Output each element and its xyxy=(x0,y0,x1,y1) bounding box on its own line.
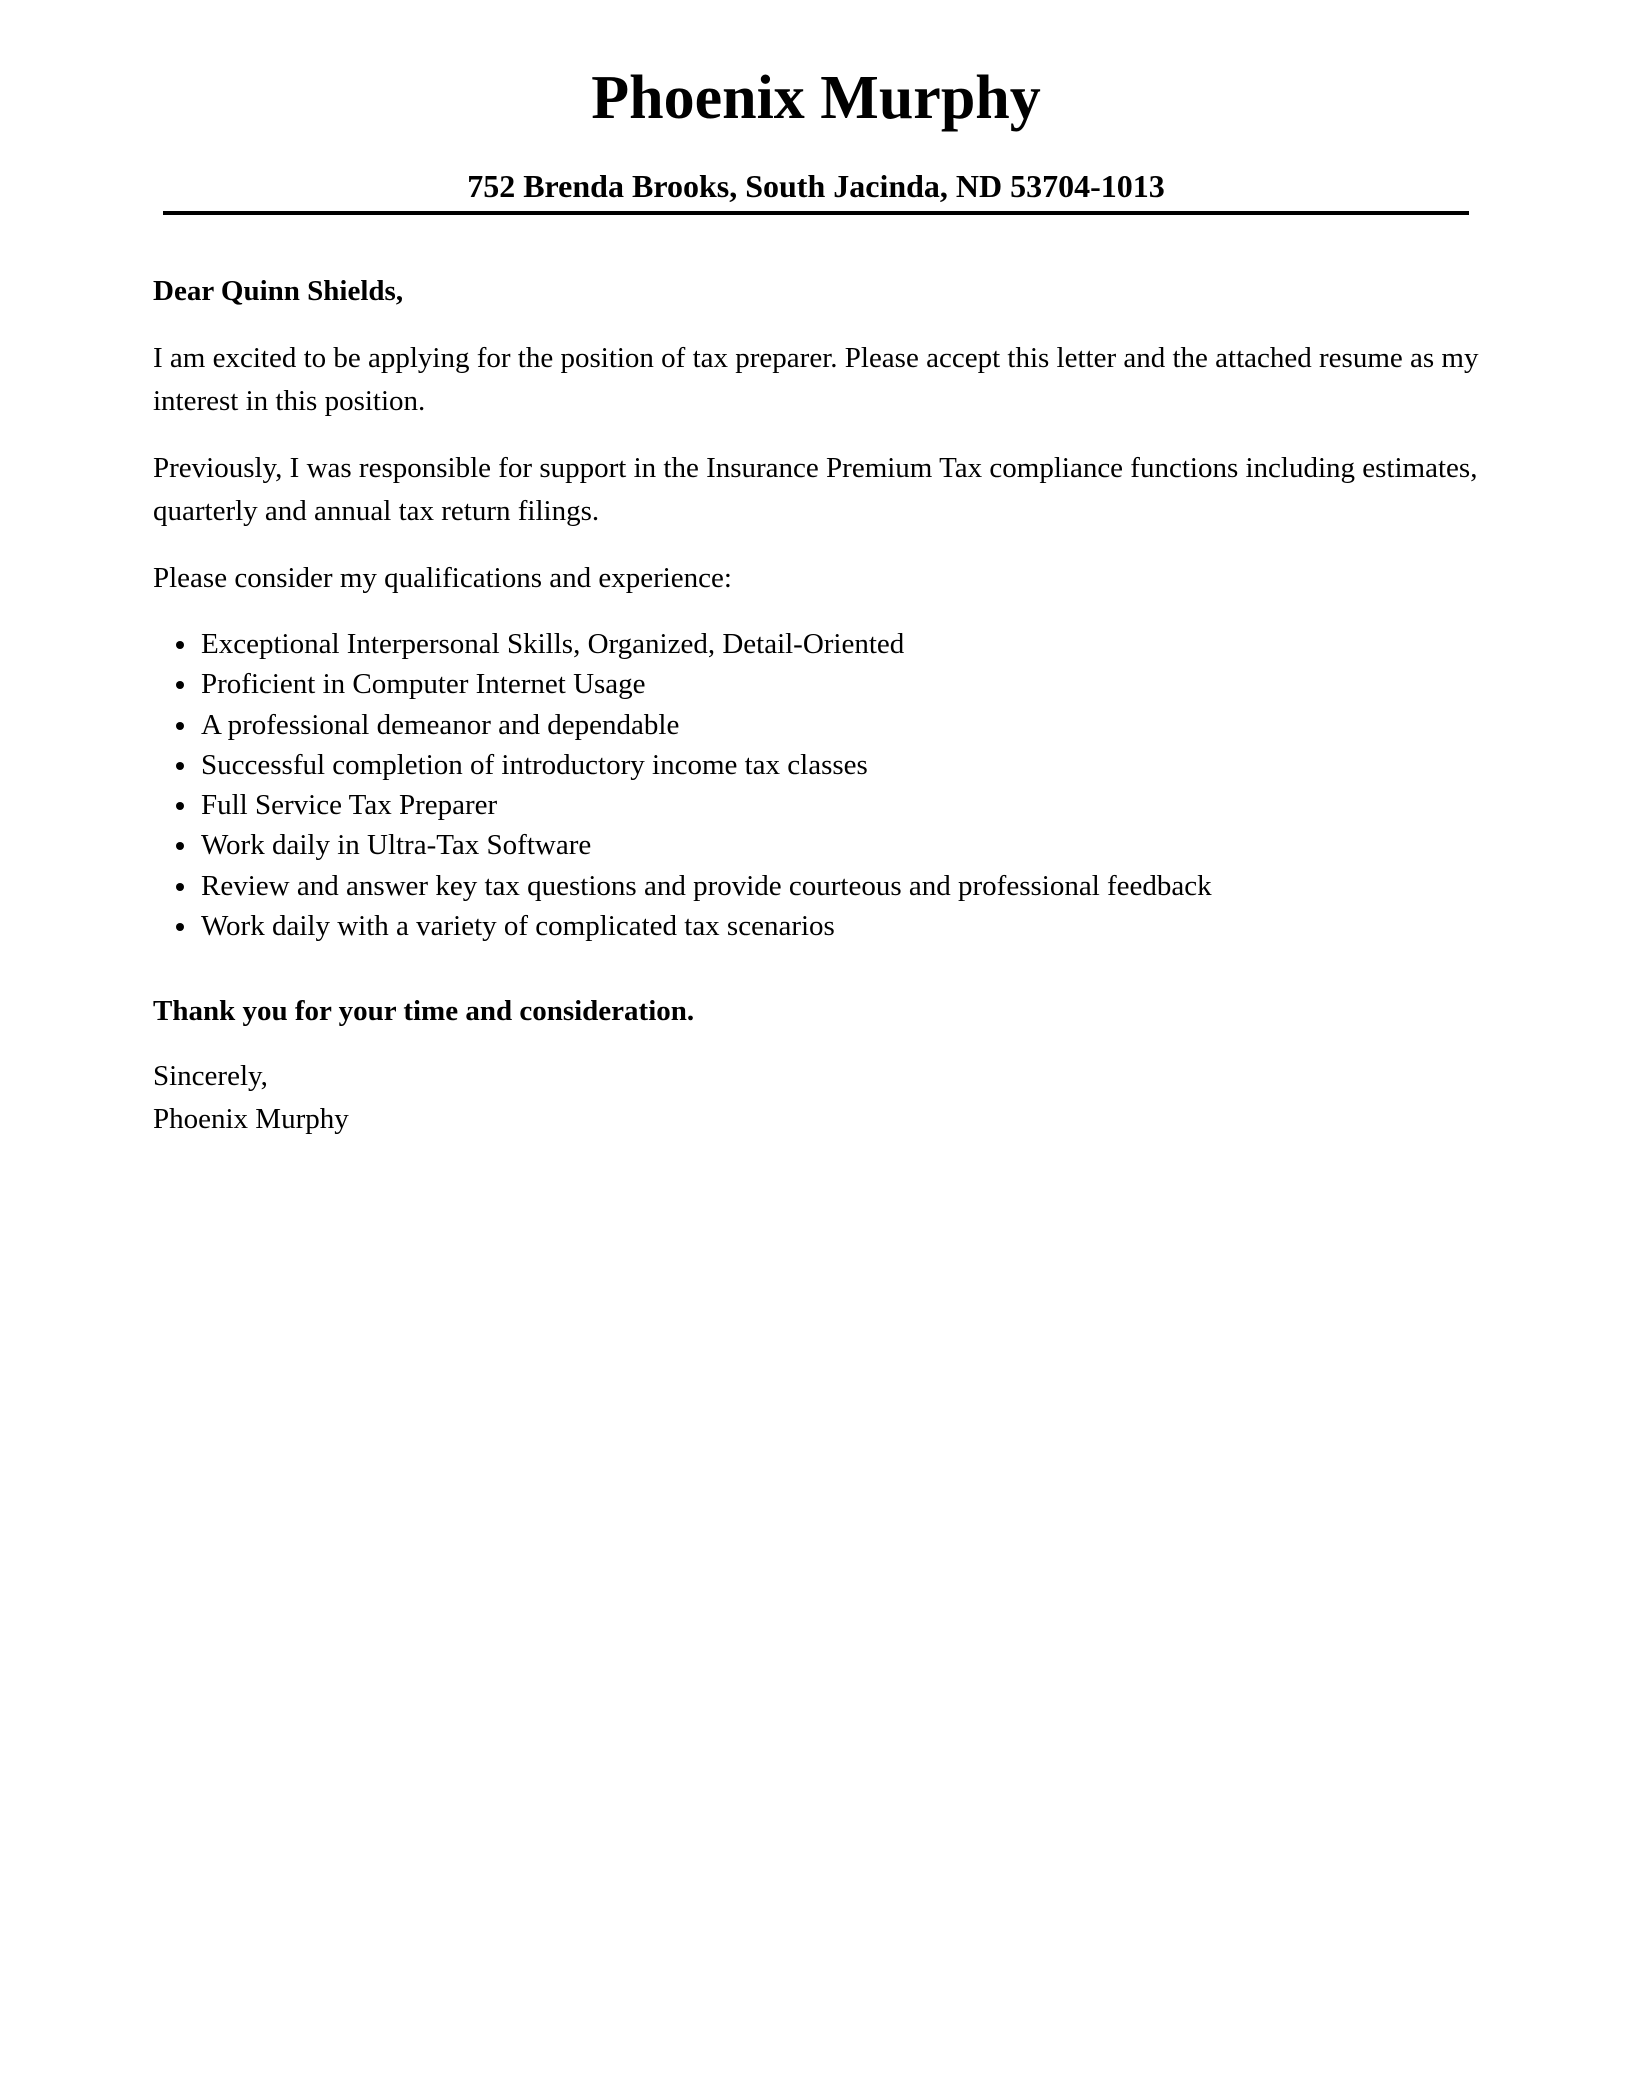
list-item: Review and answer key tax questions and provide courteous and professional feedback xyxy=(153,866,1483,906)
intro-paragraph: I am excited to be applying for the position of tax preparer. Please accept this letter and the attached resume as my interest in this position. xyxy=(153,342,1479,417)
list-item: Proficient in Computer Internet Usage xyxy=(153,664,1483,704)
signature-name: Phoenix Murphy xyxy=(153,1103,349,1136)
list-item: Exceptional Interpersonal Skills, Organized, Detail-Oriented xyxy=(153,624,1483,664)
list-item: Full Service Tax Preparer xyxy=(153,785,1483,825)
qualifications-intro: Please consider my qualifications and experience: xyxy=(153,562,732,594)
sender-address: 752 Brenda Brooks, South Jacinda, ND 53704-1013 xyxy=(467,168,1165,204)
header-divider xyxy=(163,211,1469,215)
closing-word: Sincerely, xyxy=(153,1060,268,1093)
sender-name: Phoenix Murphy xyxy=(591,64,1041,132)
thank-you-line: Thank you for your time and consideration. xyxy=(153,995,695,1028)
list-item: A professional demeanor and dependable xyxy=(153,705,1483,745)
list-item: Work daily with a variety of complicated tax scenarios xyxy=(153,906,1483,946)
salutation: Dear Quinn Shields, xyxy=(153,275,404,307)
list-item: Work daily in Ultra-Tax Software xyxy=(153,825,1483,865)
letter-body xyxy=(153,270,1483,1141)
qualifications-list xyxy=(153,624,1483,946)
sign-off xyxy=(153,1055,1483,1141)
experience-paragraph: Previously, I was responsible for support in the Insurance Premium Tax compliance functions including estimates, quarterly and annual tax return filings. xyxy=(153,452,1478,527)
list-item: Successful completion of introductory income tax classes xyxy=(153,745,1483,785)
